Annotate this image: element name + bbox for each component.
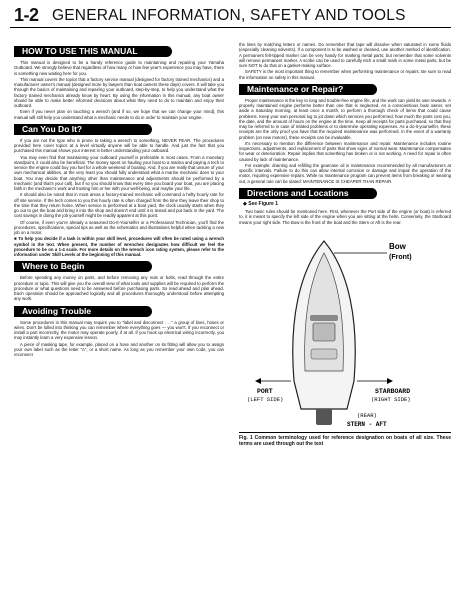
paragraph: If you are not the type who is prone to taking a wrench to something, NEVER FEAR. The procedures provided here cover topics at a level virtually anyone will be able to handle. And just the fact that you purchased this manual shows your interest in better understanding your outboard. [14, 137, 224, 154]
heading-where-to-begin: Where to Begin [14, 261, 152, 272]
figure-caption: Fig. 1 Common terminology used for reference designation on boats of all size. These terms are used through out the text [239, 435, 451, 447]
paragraph: A piece of masking tape, for example, placed on a hose and another on its fitting will allow you to assign your own label such as the letter "A", or a short name. As long as you remember your own code, you can reconnect [14, 341, 224, 357]
heading-maintenance-or-repair: Maintenance or Repair? [239, 84, 377, 95]
page-number: 1-2 [14, 5, 39, 25]
paragraph: Even if you never plan on touching a wrench (and if so, we hope that we can change your mind), this manual will still help you understand what a mechanic needs to do in order to maintain your engine. [14, 109, 224, 120]
boat-windshield [310, 315, 338, 321]
boat-motor [316, 409, 332, 425]
port-sub-label: (LEFT SIDE) [247, 395, 284, 403]
page-title: GENERAL INFORMATION, SAFETY AND TOOLS [52, 7, 406, 24]
paragraph: Of course, if even you're already a seasoned Do-It-Yourselfer or a Professional Technician, you'll find the procedures, specifications, special tips as well as the schematics and illustrations helpful when tackling a new job on a motor. [14, 219, 224, 235]
see-figure-ref: ◆ See Figure 1 [243, 200, 278, 207]
paragraph: Before spending any money on parts, and before removing any nuts or bolts, read through the entire procedure or topic. This will give you the overall view of what tools and supplies will be required to perform the procedure or what questions need to be answered before purchasing parts. So read ahead and plan ahead. Each operation should be approached logically and all procedures thoroughly understood before attempting any work. [14, 275, 224, 302]
port-arrow-head [255, 378, 261, 384]
heading-directions: Directions and Locations [239, 188, 377, 199]
bow-label: Bow [389, 241, 406, 251]
paragraph: Proper maintenance is the key to long and trouble-free engine life, and the work can yield its own rewards. A properly maintained engine performs better than one that is neglected. As a conscientious boat owner, set aside a Saturday morning, at least once a month, to perform a thorough check of items that could cause problems. Keep your own personal log to jot down which services you performed, how much the parts cost you, the date, and the amount of hours on the engine at the time. Keep all receipts for parts purchased, so that they may be referred to in case of related problems or to determine operating expenses. As a do-it-yourselfer, these receipts are the only proof you have that the required maintenance was performed. In the event of a warranty problem (on new motors), these receipts can be invaluable. [239, 97, 451, 140]
paragraph: It should also be noted that in most areas a factory-trained mechanic will command a hefty hourly rate for off site service. If the tech comes to you this hourly rate is often charged from the time they leave their shop to the time that they return home. When service is performed at a boat yard, the clock usually starts when they go out to get the boat and bring it into the shop and doesn't end until it is tested and put back in the yard. The cost savings in doing the job yourself might be readily apparent at this point. [14, 192, 224, 219]
paragraph: the lines by matching letters or names. Do remember that tape will dissolve when saturated in some fluids (especially cleaning solvents). If a component is to be washed or cleaned, use another method of identification. A permanent felt-tipped marker can be very handy for marking metal parts; but remember that some solvents will remove permanent marker. A scribe can be used to carefully etch a small mark in some metal parts, but be sure NOT to do that on a gasket-making surface. [239, 42, 451, 68]
paragraph: For example: draining and refilling the gearcase oil is maintenance recommended by all manufacturers at specific intervals. Failure to do this can allow internal corrosion or damage and impair the operation of the motor, requiring expensive repairs. While no maintenance program can prevent items from breaking or wearing out, a general rule can be stated: MAINTENANCE IS CHEAPER THAN REPAIR. [239, 162, 451, 184]
right-column [239, 42, 451, 461]
boat-figure [239, 231, 451, 461]
rear-label: (REAR) [357, 411, 377, 419]
skill-level-note: ■ To help you decide if a task is within your skill level, procedures will often be rated using a wrench symbol in the text. When present, the number of wrenches designates how difficult we feel the procedure to be on a 1-4 scale. For more details on the wrench icon rating system, please refer to the information under Skill Levels at the beginning of this manual. [14, 236, 224, 257]
starboard-arrow-head [387, 378, 393, 384]
boat-seat [311, 349, 337, 359]
paragraph: Some procedures in this manual may require you to "label and disconnect . . ." a group of lines, hoses or wires. Don't be lulled into thinking you can remember where everything goes — you won't. If you reconnect or install a part incorrectly, the motor may operate poorly, if at all. If you hook up electrical wiring incorrectly, you may instantly learn a very expensive lesson. [14, 319, 224, 341]
paragraph: It's necessary to mention the difference between maintenance and repair. Maintenance includes routine inspections, adjustments, and replacement of parts that show signs of normal wear. Maintenance compensates for wear or deterioration. Repair implies that something has broken or is not working. A need for repair is often caused by lack of maintenance. [239, 140, 451, 162]
header-rule [10, 27, 451, 28]
bow-sub-label: (Front) [389, 253, 412, 261]
heading-avoiding-trouble: Avoiding Trouble [14, 306, 152, 317]
boat-illustration [239, 231, 451, 431]
paragraph: This manual covers the topics that a factory service manual (designed for factory trained mechanics) and a manufacturer owner's manual (designed more by lawyers than boat owners these days) covers. It will take you through the basics of maintaining and repairing your outboard, step-by-step, to help you understand what the factory trained mechanics already know by heart. By using the information in this manual, any boat owner should be able to make better informed decisions about what they need to do to maintain and enjoy their outboard. [14, 76, 224, 108]
paragraph: Two basic rules should be mentioned here. First, whenever the Port side of the engine (or boat) is referred to, it is meant to specify the left side of the engine when you are sitting at the helm. Conversely, the Starboard means your right side. The Bow is the front of the boat and the Stern or Aft is the rear. [239, 209, 451, 225]
paragraph: SAFETY is the most important thing to remember when performing maintenance or repairs. Be sure to read the information on safety in this manual. [239, 69, 451, 80]
paragraph: This manual is designed to be a handy reference guide to maintaining and repairing your Yamaha Outboard. We strongly believe that regardless of how many or how few year's experience you may have, there is something new waiting here for you. [14, 60, 224, 76]
page-header [10, 5, 451, 27]
left-column [14, 42, 224, 358]
starboard-label: STARBOARD [375, 387, 411, 395]
port-label: PORT [257, 387, 273, 395]
starboard-sub-label: (RIGHT SIDE) [371, 395, 411, 403]
heading-how-to-use: HOW TO USE THIS MANUAL [14, 46, 172, 57]
paragraph: You may even find that maintaining your outboard yourself is preferable in most cases. From a monetary standpoint, it could also be beneficial. The money spent on hauling your boat to a marina and paying a tech to service the engine could buy you fuel for a whole weekend of boating. And, if you are really that unsure of your own mechanical abilities, at the very least you should fully understand what a marine mechanic does to your boat. You may decide that anything other than maintenance and adjustments should be performed by a mechanic (and that's your call), but if so you should know that every time you board your boat, you are placing faith in the mechanic's work and trusting him or her with your well-being, and maybe your life. [14, 154, 224, 191]
boat-console [313, 323, 335, 341]
stern-label: STERN - AFT [347, 420, 387, 428]
heading-can-you-do-it: Can You Do It? [14, 124, 152, 135]
